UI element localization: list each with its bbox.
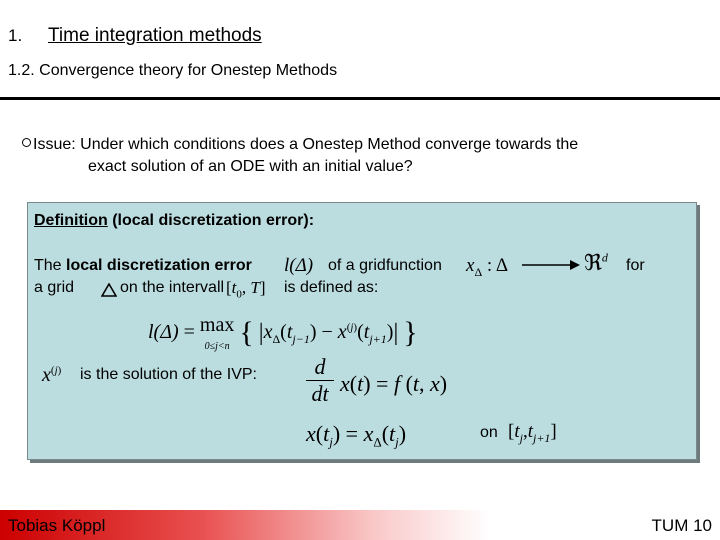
line1-pre: The xyxy=(34,257,67,274)
formula-gridfunction: $x_\Delta$ : Δ xyxy=(466,255,509,279)
formula-ode: x(t) = f (t, x) xyxy=(340,371,448,396)
author-name: Tobias Köppl xyxy=(8,516,106,535)
formula-interval: [$t_0$, T] xyxy=(226,278,266,301)
formula-exact-solution: $x^{(j)}$ xyxy=(42,364,62,386)
page-number: TUM 10 xyxy=(651,516,712,535)
footer-bar xyxy=(0,510,720,540)
definition-line-2-post: is defined as: xyxy=(284,279,379,296)
circle-bullet-icon xyxy=(22,138,31,147)
subsection-title: 1.2. Convergence theory for Onestep Methods xyxy=(8,62,338,79)
formula-subinterval: $[t_j,t_{j+1}]$ xyxy=(508,421,557,445)
definition-line-1-for: for xyxy=(626,257,645,274)
definition-line-1-prefix xyxy=(34,257,252,275)
formula-initial-condition: $x(t_j) = x_\Delta(t_j)$ xyxy=(306,421,407,450)
interval-on-label: on xyxy=(480,424,498,441)
definition-line-1-mid: of a gridfunction xyxy=(328,257,442,274)
header-divider xyxy=(0,97,720,100)
solution-description: is the solution of the IVP: xyxy=(80,366,257,383)
section-number: 1. xyxy=(8,26,23,45)
definition-line-2-mid: on the intervall xyxy=(120,279,225,296)
issue-line-2: exact solution of an ODE with an initial value? xyxy=(88,158,413,175)
definition-line-2-prefix: a grid xyxy=(34,279,75,296)
definition-subtitle: (local discretization error): xyxy=(107,212,315,229)
definition-title xyxy=(34,212,314,230)
issue-paragraph xyxy=(22,134,702,178)
section-title: Time integration methods xyxy=(48,25,262,46)
formula-l-delta: l(Δ) xyxy=(284,255,314,276)
local-error-term: local discretization error xyxy=(66,257,252,274)
delta-triangle-icon xyxy=(101,283,117,297)
formula-local-error: l(Δ) = max 0≤j<n { $|x_\Delta(t_{j-1}) - x^{(j)}(t_{j+1})|$ } xyxy=(148,314,418,352)
mapping-arrow-icon xyxy=(520,258,582,272)
issue-line-1: Issue: Under which conditions does a Onestep Method converge towards the xyxy=(33,136,579,153)
formula-real-space: ℜ$^d$ xyxy=(584,250,608,275)
definition-label: Definition xyxy=(34,212,108,229)
formula-derivative: d dt xyxy=(306,354,334,407)
